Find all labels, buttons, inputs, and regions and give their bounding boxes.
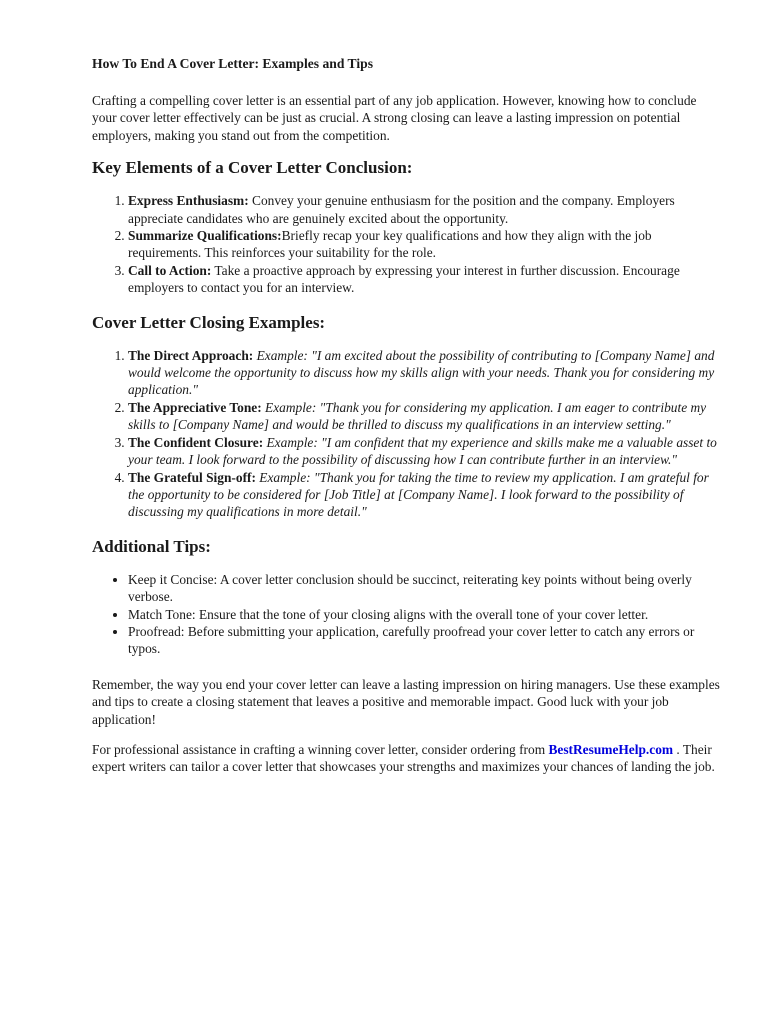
list-item xyxy=(128,227,722,262)
cta-paragraph xyxy=(92,741,722,776)
list-item: • Proofread: Before submitting your application, carefully proofread your cover letter to catch any errors or typos. xyxy=(128,623,722,658)
item-label: The Appreciative Tone: xyxy=(128,399,262,415)
list-item xyxy=(128,399,722,434)
item-text: Take a proactive approach by expressing your interest in further discussion. Encourage employers to contact you for an interview. xyxy=(128,262,680,296)
additional-tips-heading: Additional Tips: xyxy=(92,536,211,556)
key-elements-heading: Key Elements of a Cover Letter Conclusion: xyxy=(92,158,413,178)
item-label: Summarize Qualifications: xyxy=(128,228,282,244)
additional-tips-list xyxy=(92,571,722,658)
cta-text-before: For professional assistance in crafting a winning cover letter, consider ordering from xyxy=(92,741,549,757)
list-item xyxy=(128,469,722,521)
item-label: The Grateful Sign-off: xyxy=(128,469,256,485)
list-item xyxy=(128,434,722,469)
intro-paragraph: Crafting a compelling cover letter is an essential part of any job application. However, knowing how to conclude your cover letter effectively can be just as crucial. A strong closing can leave a lasting impression on potential employers, making you stand out from the competition. xyxy=(92,93,697,143)
item-text: Briefly recap your key qualifications and how they align with the job requirements. This reinforces your suitability for the role. xyxy=(128,228,652,261)
item-text: Convey your genuine enthusiasm for the position and the company. Employers appreciate candidates who are genuinely excited about the opportunity. xyxy=(128,193,675,226)
closing-examples-list xyxy=(92,347,722,521)
item-example: Example: "Thank you for taking the time to review my application. I am grateful for the opportunity to be considered for [Job Title] at [Company Name]. I look forward to the possibility of discussing my qualifications in more detail." xyxy=(128,469,709,520)
cta-text-after: . Their expert writers can tailor a cover letter that showcases your strengths and maximizes your chances of landing the job. xyxy=(92,741,715,775)
list-item xyxy=(128,262,722,297)
list-item xyxy=(128,192,722,227)
item-label: Call to Action: xyxy=(128,262,212,278)
item-label: The Confident Closure: xyxy=(128,434,264,450)
item-example: Example: "I am confident that my experience and skills make me a valuable asset to your team. I look forward to the possibility of discussing how I can contribute further in an interview." xyxy=(128,434,717,468)
bestresumehelp-link[interactable]: BestResumeHelp.com xyxy=(548,741,674,757)
item-example: Example: "Thank you for considering my application. I am eager to contribute my skills to [Company Name] and would be thrilled to discuss my qualifications in an interview setting." xyxy=(128,399,707,433)
outro-paragraph: Remember, the way you end your cover letter can leave a lasting impression on hiring managers. Use these examples and tips to create a closing statement that leaves a positive and memorable impact. Good luck with your job application! xyxy=(92,676,720,727)
key-elements-list xyxy=(92,192,722,296)
item-label: Express Enthusiasm: xyxy=(128,193,249,209)
list-item xyxy=(128,347,722,399)
item-example: Example: "I am excited about the possibility of contributing to [Company Name] and would welcome the opportunity to discuss how my skills align with your needs. Thank you for considering my application." xyxy=(128,347,715,398)
document-title: How To End A Cover Letter: Examples and Tips xyxy=(92,56,373,71)
list-item: • Match Tone: Ensure that the tone of your closing aligns with the overall tone of your cover letter. xyxy=(128,606,722,623)
list-item: • Keep it Concise: A cover letter conclusion should be succinct, reiterating key points without being overly verbose. xyxy=(128,571,722,606)
item-label: The Direct Approach: xyxy=(128,347,254,363)
closing-examples-heading: Cover Letter Closing Examples: xyxy=(92,312,326,332)
